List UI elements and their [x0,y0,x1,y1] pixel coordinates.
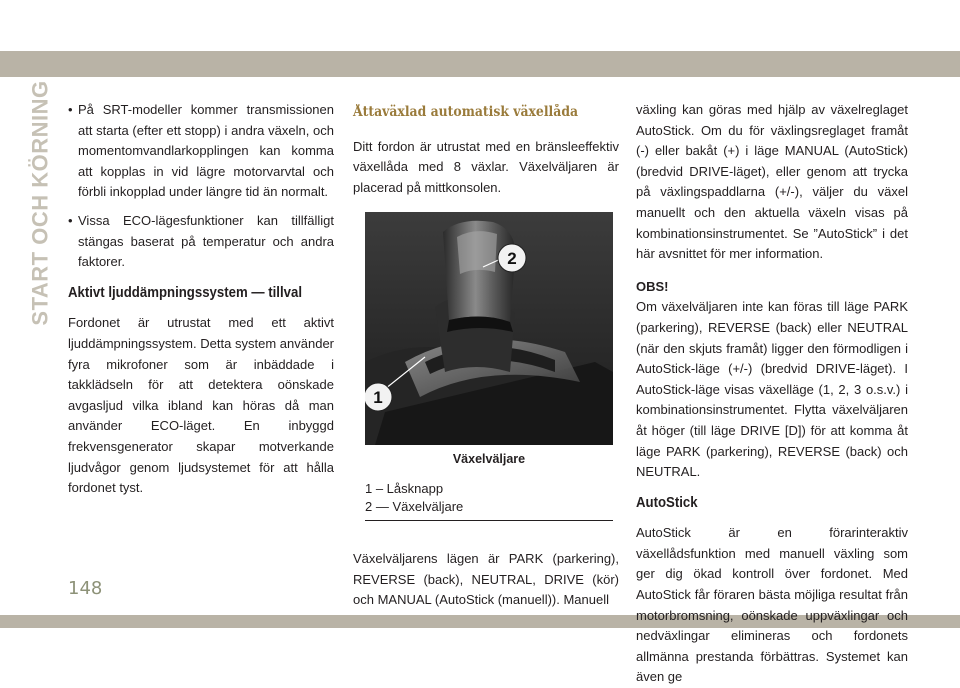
note-label: OBS! [636,278,669,294]
paragraph-noise-cancellation: Fordonet är utrustat med ett aktivt ljuddämpningssystem. Detta system använder fyra mikrofoner som är inbäddade i takklädseln för att detektera oönskade avgasljud vilka ibland kan höras då man använder ECO-läget. En inbyggd frekvensgenerator skapar motverkande ljudvågor genom ljudsystemet för att hålla fordonet tyst. [68,315,334,496]
section-heading-transmission: Åttaväxlad automatisk växellåda [353,104,579,120]
column-3 [636,100,908,688]
legend-item: 1 – Låsknapp [365,480,444,496]
paragraph-autostick: AutoStick är en förarinteraktiv växellådsfunktion med manuell växling som ger dig ökad kontroll över fordonet. Med AutoStick får föraren bästa möjliga resultat från motorbromsning, oönskade uppväxlingar och nedväxlingar elimineras och fordonets allmänna prestanda förbättras. Systemet kan även ge [636,525,908,685]
section-side-tab [28,80,54,326]
paragraph-autostick-shifting: växling kan göras med hjälp av växelreglaget AutoStick. Om du för växlingsreglaget framåt (-) eller bakåt (+) i läge MANUAL (AutoStick) (bredvid DRIVE-läget), eller genom att trycka på växlingspaddlarna (+/-), väljer du växel manuellt och den aktuella växeln visas på kombinationsinstrumentet. Se ”AutoStick” i det här avsnittet för mer information. [636,102,908,262]
top-band [0,51,960,77]
page-number: 148 [68,578,103,599]
gear-selector-photo [365,212,613,445]
bullet-list [68,100,334,273]
note-text: Om växelväljaren inte kan föras till läge PARK (parkering), REVERSE (back) eller NEUTRAL (när den skjuts framåt) ligger den förmodligen i AutoStick-läge (+/-) (bredvid DRIVE-läget). I AutoStick-läge visas växelläge (1, 2, 3 o.s.v.) i kombinationsinstrumentet. Flytta växelväljaren åt höger (till läge DRIVE [D]) för att komma åt läge PARK (parkering), REVERSE (back) och NEUTRAL. [636,299,908,480]
legend-item: 2 — Växelväljare [365,498,464,514]
figure-legend [365,480,613,521]
column-2 [353,100,619,611]
bullet-item: • På SRT-modeller kommer transmissionen att starta (efter ett stopp) i andra växeln, och momentomvandlarkopplingen kan komma att kopplas in vid lägre motorvarvtal och förbli inkopplad under längre tid än normalt. [68,100,334,203]
figure-caption: Växelväljare [452,452,526,467]
gear-selector-illustration [365,212,613,445]
section-side-tab-label: START OCH KÖRNING [28,80,54,326]
section-heading-noise-cancellation: Aktivt ljuddämpningssystem — tillval [68,283,302,301]
legend-divider [365,520,613,521]
section-heading-autostick: AutoStick [636,493,698,511]
bullet-item: • Vissa ECO-lägesfunktioner kan tillfälligt stängas baserat på temperatur och andra faktorer. [68,211,334,273]
column-1 [68,100,334,499]
paragraph-transmission-intro: Ditt fordon är utrustat med en bränsleeffektiv växellåda med 8 växlar. Växelväljaren är placerad på mittkonsolen. [353,138,619,195]
paragraph-gear-positions: Växelväljarens lägen är PARK (parkering), REVERSE (back), NEUTRAL, DRIVE (kör) och MANUAL (AutoStick (manuell)). Manuell [353,550,619,608]
callout-1: 1 [373,388,383,408]
callout-2: 2 [507,249,517,269]
